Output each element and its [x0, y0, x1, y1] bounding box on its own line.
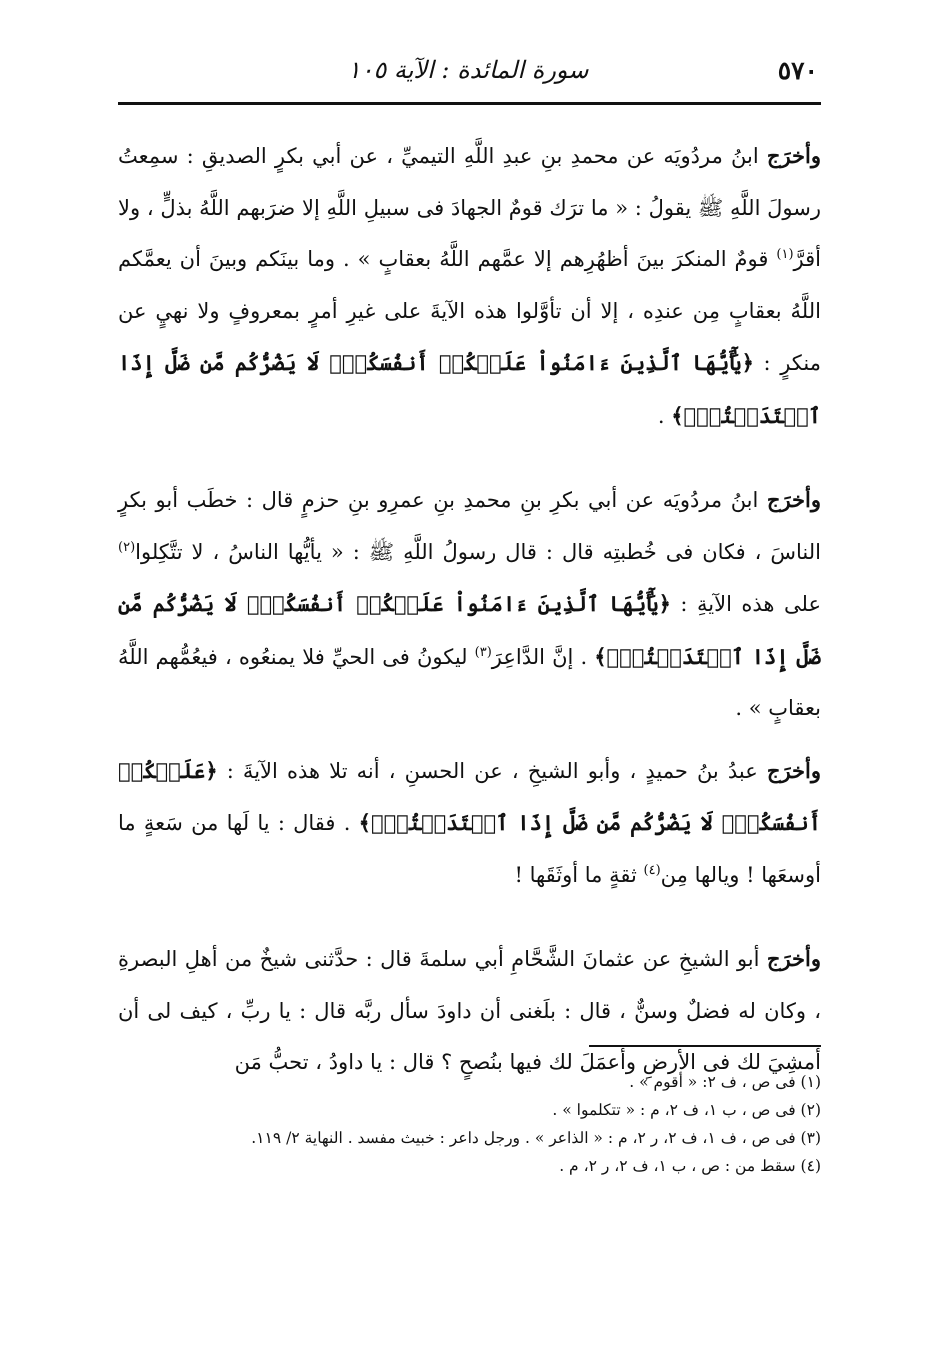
footnote-4: (٤) سقط من : ص ، ب ١، ف ٢، ر ٢، م . — [559, 1157, 821, 1175]
paragraph-3 — [118, 745, 821, 902]
paragraph-text: عبدُ بنُ حميدٍ ، وأبو الشيخِ ، عن الحسنِ ، أنه تلا هذه الآيةَ : — [217, 758, 767, 783]
paragraph-text: ثقةٍ ما أوثَقَها ! — [514, 862, 644, 887]
paragraph-lead: وأخرَج — [766, 757, 821, 783]
paragraph-text: ابنُ مردُويَه عن أبي بكرِ بنِ محمدِ بنِ عمرِو بنِ حزمٍ قال : خطَب أبو بكرٍ الناسَ ، فكان فى خُطبتِه قال : قال رسولُ اللَّهِ ﷺ : « يأيُّها الناسُ ، لا تتَّكِلوا — [118, 488, 821, 564]
footnote-ref: (٢) — [118, 539, 136, 555]
paragraph-1 — [118, 130, 821, 442]
paragraph-lead: وأخرَج — [766, 487, 821, 512]
footnote-divider — [589, 1045, 821, 1047]
footnotes — [118, 1068, 821, 1180]
quran-verse: ﴿يَٰٓأَيُّهَا ٱلَّذِينَ ءَامَنُواْ عَلَيۡكُمۡ أَنفُسَكُمۡۖ لَا يَضُرُّكُم مَّن ضَلَّ إِذَا ٱهۡتَدَيۡتُمۡۚ﴾ — [118, 591, 821, 669]
paragraph-text: . فقال : يا لَها من سَعةٍ ما أوسعَها ! ويالها مِن — [118, 811, 821, 887]
footnote-1: (١) فى ص ، ف ٢: « أقوم » . — [629, 1073, 821, 1091]
paragraph-text: قومٌ المنكرَ بينَ أظهُرِهم إلا عمَّهم اللَّهُ بعقابٍ » . وما بينَكم وبينَ أن يعمَّكم اللَّهُ بعقابٍ مِن عندِه ، إلا أن تأوَّلوا هذه الآيةَ على غيرِ أمرٍ بمعروفٍ ولا نهيٍ عن منكرٍ : — [118, 247, 821, 375]
footnote-ref: (٣) — [474, 644, 492, 660]
paragraph-text: أبو الشيخِ عن عثمانَ الشَّحَّامِ أبي سلمةَ قال : حدَّثنى شيخٌ من أهلِ البصرةِ ، وكان له فضلٌ وسنٌّ ، قال : بلَغنى أن داودَ سأل ربَّه قال : يا ربِّ ، كيف لى أن أمشِيَ لك فى الأرضِ وأعمَلَ لك فيها بنُصحٍ ؟ قال : يا داودُ ، تحبُّ مَن — [118, 947, 821, 1074]
paragraph-lead: وأخرَج — [766, 143, 821, 168]
paragraph-lead: وأخرَج — [766, 946, 821, 971]
footnote-2: (٢) فى ص ، ب ١، ف ٢، م : « تتكلموا » . — [552, 1101, 821, 1119]
footnote-ref: (١) — [776, 247, 794, 262]
paragraph-text: ابنُ مردُويَه عن محمدِ بنِ عبدِ اللَّهِ التيميِّ ، عن أبي بكرٍ الصديقِ : سمِعتُ رسولَ اللَّهِ ﷺ يقولُ : « ما ترَك قومٌ الجهادَ فى سبيلِ اللَّهِ إلا ضرَبهم اللَّهُ بذلٍّ ، ولا أقرَّ — [118, 144, 821, 271]
page-header — [118, 48, 818, 98]
paragraph-text: ليكونُ فى الحيِّ فلا يمنعُوه ، فيعُمُّهم اللَّهُ بعقابٍ » . — [118, 644, 821, 720]
paragraph-text: على هذه الآيةِ : — [670, 592, 821, 616]
footnote-ref: (٤) — [643, 862, 661, 878]
paragraph-4 — [118, 933, 821, 1089]
body-text — [118, 130, 821, 1089]
running-title: سورة المائدة : الآية ١٠٥ — [347, 56, 589, 84]
paragraph-text: . إنَّ الدَّاعِرَ — [491, 644, 595, 669]
footnote-3: (٣) فى ص ، ف ١، ف ٢، ر ٢، م : « الذاعر » . ورجل داعر : خبيث مفسد . النهاية ٢/ ١١٩. — [251, 1129, 821, 1147]
paragraph-2 — [118, 474, 821, 735]
page-number: ٥٧٠ — [777, 56, 818, 85]
paragraph-text: . — [657, 403, 672, 428]
quran-verse: ﴿عَلَيۡكُمۡ أَنفُسَكُمۡۖ لَا يَضُرُّكُم مَّن ضَلَّ إِذَا ٱهۡتَدَيۡتُمۡۚ﴾ — [118, 757, 821, 835]
quran-verse: ﴿يَٰٓأَيُّهَا ٱلَّذِينَ ءَامَنُواْ عَلَيۡكُمۡ أَنفُسَكُمۡۖ لَا يَضُرُّكُم مَّن ضَلَّ إِذَا ٱهۡتَدَيۡتُمۡۚ﴾ — [118, 350, 821, 428]
header-divider — [118, 102, 821, 105]
